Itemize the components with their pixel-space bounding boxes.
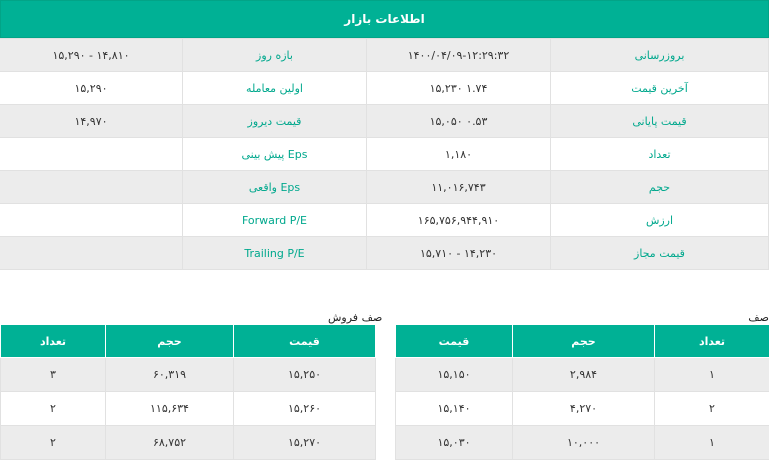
market-value: ۱۶۵,۷۵۶,۹۴۴,۹۱۰	[367, 204, 551, 237]
market-label: ارزش	[551, 204, 769, 237]
buy-count-cell: ۱	[655, 426, 769, 460]
market-label: Eps واقعی	[183, 171, 367, 204]
buy-count-cell: ۱	[655, 358, 769, 392]
sell-price-cell: ۱۵,۲۷۰	[234, 426, 376, 460]
sell-volume-cell: ۱۱۵,۶۳۴	[106, 392, 234, 426]
sell-volume-cell: ۶۸,۷۵۲	[106, 426, 234, 460]
buy-queue-table	[395, 324, 769, 460]
sell-count-cell: ۲	[1, 392, 106, 426]
buy-header-price: قیمت	[396, 325, 513, 358]
buy-count-cell: ۲	[655, 392, 769, 426]
sell-queue-table	[0, 324, 376, 460]
market-label: قیمت پایانی	[551, 105, 769, 138]
buy-header-volume: حجم	[513, 325, 655, 358]
market-row	[0, 138, 769, 171]
market-row	[0, 204, 769, 237]
market-value	[0, 237, 183, 270]
market-value: ۱۱,۰۱۶,۷۴۳	[367, 171, 551, 204]
market-row	[0, 237, 769, 270]
sell-price-cell: ۱۵,۲۵۰	[234, 358, 376, 392]
market-label: قیمت مجاز	[551, 237, 769, 270]
market-row	[0, 171, 769, 204]
sell-price-cell: ۱۵,۲۶۰	[234, 392, 376, 426]
market-label: Forward P/E	[183, 204, 367, 237]
sell-row	[1, 426, 376, 460]
sell-header-volume: حجم	[106, 325, 234, 358]
buy-price-cell: ۱۵,۰۳۰	[396, 426, 513, 460]
market-label: حجم	[551, 171, 769, 204]
market-value: ۱۴,۹۷۰	[0, 105, 183, 138]
buy-queue-title: صف	[748, 311, 769, 324]
market-value: ۱۵,۲۹۰	[0, 72, 183, 105]
market-label: Eps پیش بینی	[183, 138, 367, 171]
market-value	[0, 204, 183, 237]
sell-header-count: تعداد	[1, 325, 106, 358]
market-value	[0, 171, 183, 204]
market-value: ۱۴,۲۳۰ - ۱۵,۷۱۰	[367, 237, 551, 270]
market-label: بازه روز	[183, 39, 367, 72]
market-value: ۰.۵۳ ۱۵,۰۵۰	[367, 105, 551, 138]
market-row	[0, 72, 769, 105]
sell-row	[1, 392, 376, 426]
buy-row	[396, 358, 769, 392]
buy-row	[396, 426, 769, 460]
buy-volume-cell: ۴,۲۷۰	[513, 392, 655, 426]
buy-price-cell: ۱۵,۱۵۰	[396, 358, 513, 392]
market-label: آخرین قیمت	[551, 72, 769, 105]
market-info-table	[0, 38, 769, 270]
buy-volume-cell: ۱۰,۰۰۰	[513, 426, 655, 460]
market-value: ۱.۷۴ ۱۵,۲۳۰	[367, 72, 551, 105]
buy-volume-cell: ۲,۹۸۴	[513, 358, 655, 392]
sell-volume-cell: ۶۰,۳۱۹	[106, 358, 234, 392]
buy-price-cell: ۱۵,۱۴۰	[396, 392, 513, 426]
market-label: اولین معامله	[183, 72, 367, 105]
market-value: ۱,۱۸۰	[367, 138, 551, 171]
market-info-title: اطلاعات بازار	[0, 0, 769, 38]
sell-header-price: قیمت	[234, 325, 376, 358]
sell-count-cell: ۲	[1, 426, 106, 460]
market-label: Trailing P/E	[183, 237, 367, 270]
sell-count-cell: ۳	[1, 358, 106, 392]
market-row	[0, 105, 769, 138]
buy-row	[396, 392, 769, 426]
market-value: ۱۴۰۰/۰۴/۰۹-۱۲:۲۹:۳۲	[367, 39, 551, 72]
market-row	[0, 39, 769, 72]
sell-row	[1, 358, 376, 392]
market-label: قیمت دیروز	[183, 105, 367, 138]
market-label: تعداد	[551, 138, 769, 171]
market-value: ۱۴,۸۱۰ - ۱۵,۲۹۰	[0, 39, 183, 72]
sell-queue-title: صف فروش	[328, 311, 383, 324]
market-value	[0, 138, 183, 171]
buy-header-count: تعداد	[655, 325, 769, 358]
market-label: بروزرسانی	[551, 39, 769, 72]
